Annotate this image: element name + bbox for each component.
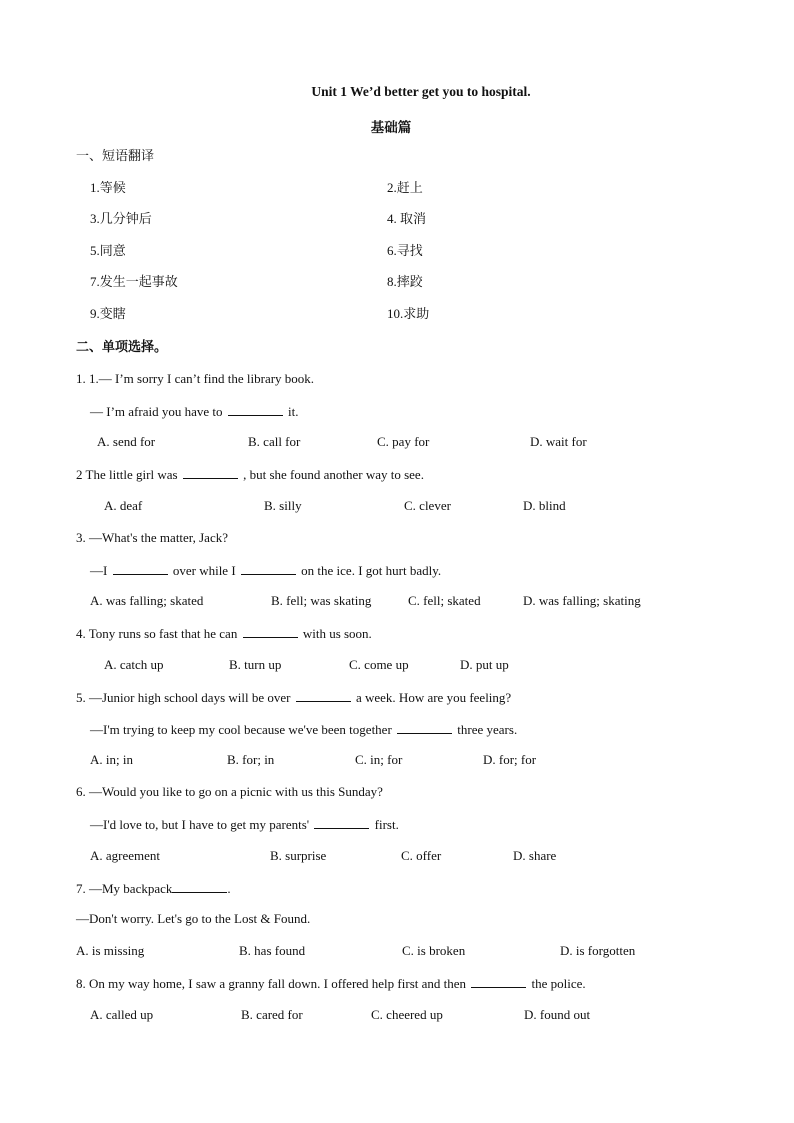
phrase-item: 1.等候 — [90, 180, 126, 195]
question-text-part: 8. On my way home, I saw a granny fall down. I offered help first and then — [76, 976, 470, 991]
option-a: A. catch up — [104, 657, 164, 672]
option-d: D. for; for — [483, 752, 537, 767]
question-8-text — [76, 975, 586, 992]
question-text-part: —I'm trying to keep my cool because we've been together — [90, 722, 396, 737]
question-text-part: a week. How are you feeling? — [352, 690, 512, 705]
question-5-text — [76, 689, 511, 706]
question-text-part: on the ice. I got hurt badly. — [297, 563, 442, 578]
question-1-response — [90, 403, 298, 420]
option-d: D. found out — [524, 1007, 591, 1022]
section1-heading: 一、短语翻译 — [76, 148, 155, 163]
section2-heading: 二、单项选择。 — [76, 339, 168, 354]
option-c: C. come up — [349, 657, 409, 672]
question-text-part: 7. —My backpack — [76, 881, 173, 896]
question-text-part: . — [227, 881, 231, 896]
option-b: B. cared for — [241, 1007, 303, 1022]
answer-blank — [113, 562, 168, 575]
question-5-response — [90, 721, 517, 738]
question-7-text — [76, 880, 231, 897]
option-a: A. send for — [97, 434, 156, 449]
phrase-item: 4. 取消 — [387, 211, 427, 226]
option-d: D. is forgotten — [560, 943, 636, 958]
question-text-part: —I — [90, 563, 111, 578]
question-1-text: 1. 1.— I’m sorry I can’t find the library book. — [76, 371, 315, 386]
option-a: A. deaf — [104, 498, 143, 513]
option-c: C. offer — [401, 848, 442, 863]
question-text-part: —I'd love to, but I have to get my parents' — [90, 817, 313, 832]
question-text-part: the police. — [528, 976, 586, 991]
phrase-item: 2.赶上 — [387, 180, 423, 195]
option-d: D. wait for — [530, 434, 587, 449]
option-b: B. for; in — [227, 752, 275, 767]
question-text-part: 5. —Junior high school days will be over — [76, 690, 294, 705]
question-text-part: it. — [284, 404, 299, 419]
question-4-text — [76, 625, 372, 642]
question-3-text: 3. —What's the matter, Jack? — [76, 530, 228, 545]
document-title: Unit 1 We’d better get you to hospital. — [311, 84, 531, 99]
question-6-response — [90, 816, 399, 833]
question-text-part: over while I — [169, 563, 239, 578]
option-c: C. is broken — [402, 943, 466, 958]
option-a: A. is missing — [76, 943, 145, 958]
answer-blank — [471, 975, 526, 988]
answer-blank — [172, 880, 227, 893]
answer-blank — [243, 625, 298, 638]
phrase-item: 9.变瞎 — [90, 306, 126, 321]
option-a: A. was falling; skated — [90, 593, 204, 608]
option-a: A. agreement — [90, 848, 161, 863]
option-b: B. call for — [248, 434, 301, 449]
answer-blank — [183, 466, 238, 479]
option-d: D. blind — [523, 498, 566, 513]
question-text-part: 2 The little girl was — [76, 467, 181, 482]
phrase-item: 3.几分钟后 — [90, 211, 152, 226]
option-b: B. fell; was skating — [271, 593, 372, 608]
question-2-text — [76, 466, 424, 483]
question-7-response: —Don't worry. Let's go to the Lost & Found. — [76, 911, 311, 926]
option-c: C. clever — [404, 498, 451, 513]
answer-blank — [228, 403, 283, 416]
option-d: D. put up — [460, 657, 509, 672]
option-c: C. pay for — [377, 434, 430, 449]
option-d: D. share — [513, 848, 557, 863]
answer-blank — [314, 816, 369, 829]
question-text-part: three years. — [454, 722, 518, 737]
option-b: B. has found — [239, 943, 306, 958]
question-text-part: first. — [371, 817, 399, 832]
option-c: C. in; for — [355, 752, 403, 767]
answer-blank — [241, 562, 296, 575]
phrase-item: 8.摔跤 — [387, 274, 423, 289]
option-c: C. fell; skated — [408, 593, 481, 608]
answer-blank — [296, 689, 351, 702]
document-subtitle: 基础篇 — [370, 120, 412, 135]
question-text-part: — I’m afraid you have to — [90, 404, 226, 419]
question-6-text: 6. —Would you like to go on a picnic with us this Sunday? — [76, 784, 383, 799]
answer-blank — [397, 721, 452, 734]
option-b: B. surprise — [270, 848, 327, 863]
option-a: A. in; in — [90, 752, 133, 767]
option-b: B. turn up — [229, 657, 282, 672]
question-3-response — [90, 562, 441, 579]
phrase-item: 10.求助 — [387, 306, 430, 321]
option-d: D. was falling; skating — [523, 593, 641, 608]
question-text-part: 4. Tony runs so fast that he can — [76, 626, 241, 641]
phrase-item: 5.同意 — [90, 243, 126, 258]
phrase-item: 6.寻找 — [387, 243, 423, 258]
phrase-item: 7.发生一起事故 — [90, 274, 178, 289]
option-c: C. cheered up — [371, 1007, 443, 1022]
option-b: B. silly — [264, 498, 302, 513]
option-a: A. called up — [90, 1007, 154, 1022]
question-text-part: with us soon. — [299, 626, 372, 641]
question-text-part: , but she found another way to see. — [239, 467, 424, 482]
